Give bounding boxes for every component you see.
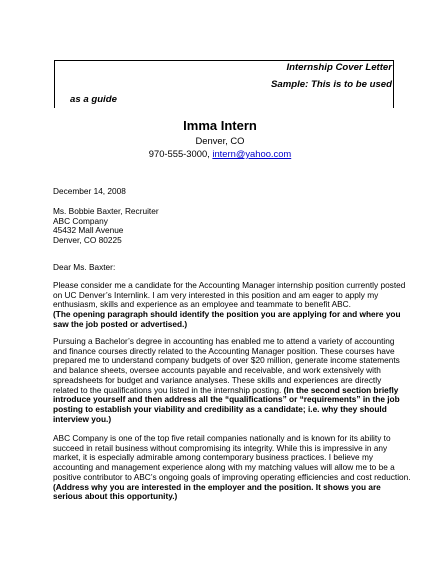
recipient-line: Ms. Bobbie Baxter, Recruiter [53,206,159,216]
letter-header [0,118,440,160]
guidance-note-line: interview you.) [53,413,112,424]
guidance-note-line: (Address why you are interested in the employer and the position. It shows you are [53,481,381,492]
greeting: Dear Ms. Baxter: [53,262,116,272]
banner-subtitle: Sample: This is to be used [270,79,392,90]
paragraph-qualifications [53,337,398,424]
paragraph-line: market, it is especially admirable among contemporary business practices. I believe my [53,452,374,463]
paragraph-line: prepared me to understand company budgets of over $20 million, generate income statements [53,355,400,366]
paragraph-line: and balance sheets, oversee accounts payable and receivable, and work extensively with [53,365,381,376]
paragraph-line: enthusiasm, skills and experience as an employee and teammate to benefit ABC. [53,299,351,310]
recipient-line: Denver, CO 80225 [53,235,122,246]
paragraph-line-text: related to the qualifications you listed in the internship posting. [53,384,284,395]
guidance-note-line: (The opening paragraph should identify the position you are applying for and where you [53,309,401,320]
paragraph-line: Pursuing a Bachelor’s degree in accounting has enabled me to attend a variety of accounting [53,336,395,346]
applicant-city: Denver, CO [195,135,245,146]
applicant-name: Imma Intern [183,118,257,133]
letter-date: December 14, 2008 [53,186,126,196]
paragraph-line: and finance courses directly related to the Accounting Manager position. These courses have [53,345,395,356]
guidance-note-start: (In the second section briefly [283,384,399,395]
applicant-email-link[interactable]: intern@yahoo.com [212,148,292,159]
guidance-note-line: introduce yourself and then address all the “qualifications” or “requirements” in the job [53,394,400,405]
recipient-line: ABC Company [53,215,108,226]
paragraph-line: succeed in retail business without compromising its integrity. While this is impressive in any [53,442,388,453]
paragraph-line: ABC Company is one of the top five retail companies nationally and is known for its ability to [53,433,391,443]
paragraph-line: Please consider me a candidate for the Accounting Manager internship position currently posted [53,280,406,290]
guidance-note-line: serious about this opportunity.) [53,491,178,502]
recipient-line: 45432 Mall Avenue [53,225,124,236]
guidance-note-line: posting to establish your viability and credibility as a candidate; i.e. why they should [53,403,387,414]
banner-guide: as a guide [70,94,117,105]
guidance-note-line: saw the job posted or advertised.) [53,318,188,329]
paragraph-opening [53,280,406,330]
applicant-contact [0,147,440,160]
applicant-phone: 970-555-3000, [148,148,210,159]
paragraph-employer-interest [53,433,411,502]
recipient-address [53,207,398,246]
paragraph-line: positive contributor to ABC’s ongoing goals of improving operating efficiencies and cost reduction. [53,471,411,482]
paragraph-line: accounting and management experience along with my matching values will allow me to be a [53,462,395,473]
paragraph-line: on UC Denver’s Internlink. I am very interested in this position and am eager to apply my [53,289,379,300]
paragraph-line: spreadsheets for budget and variance analyses. These skills and experiences are directly [53,374,382,385]
banner-title: Internship Cover Letter [286,62,392,73]
